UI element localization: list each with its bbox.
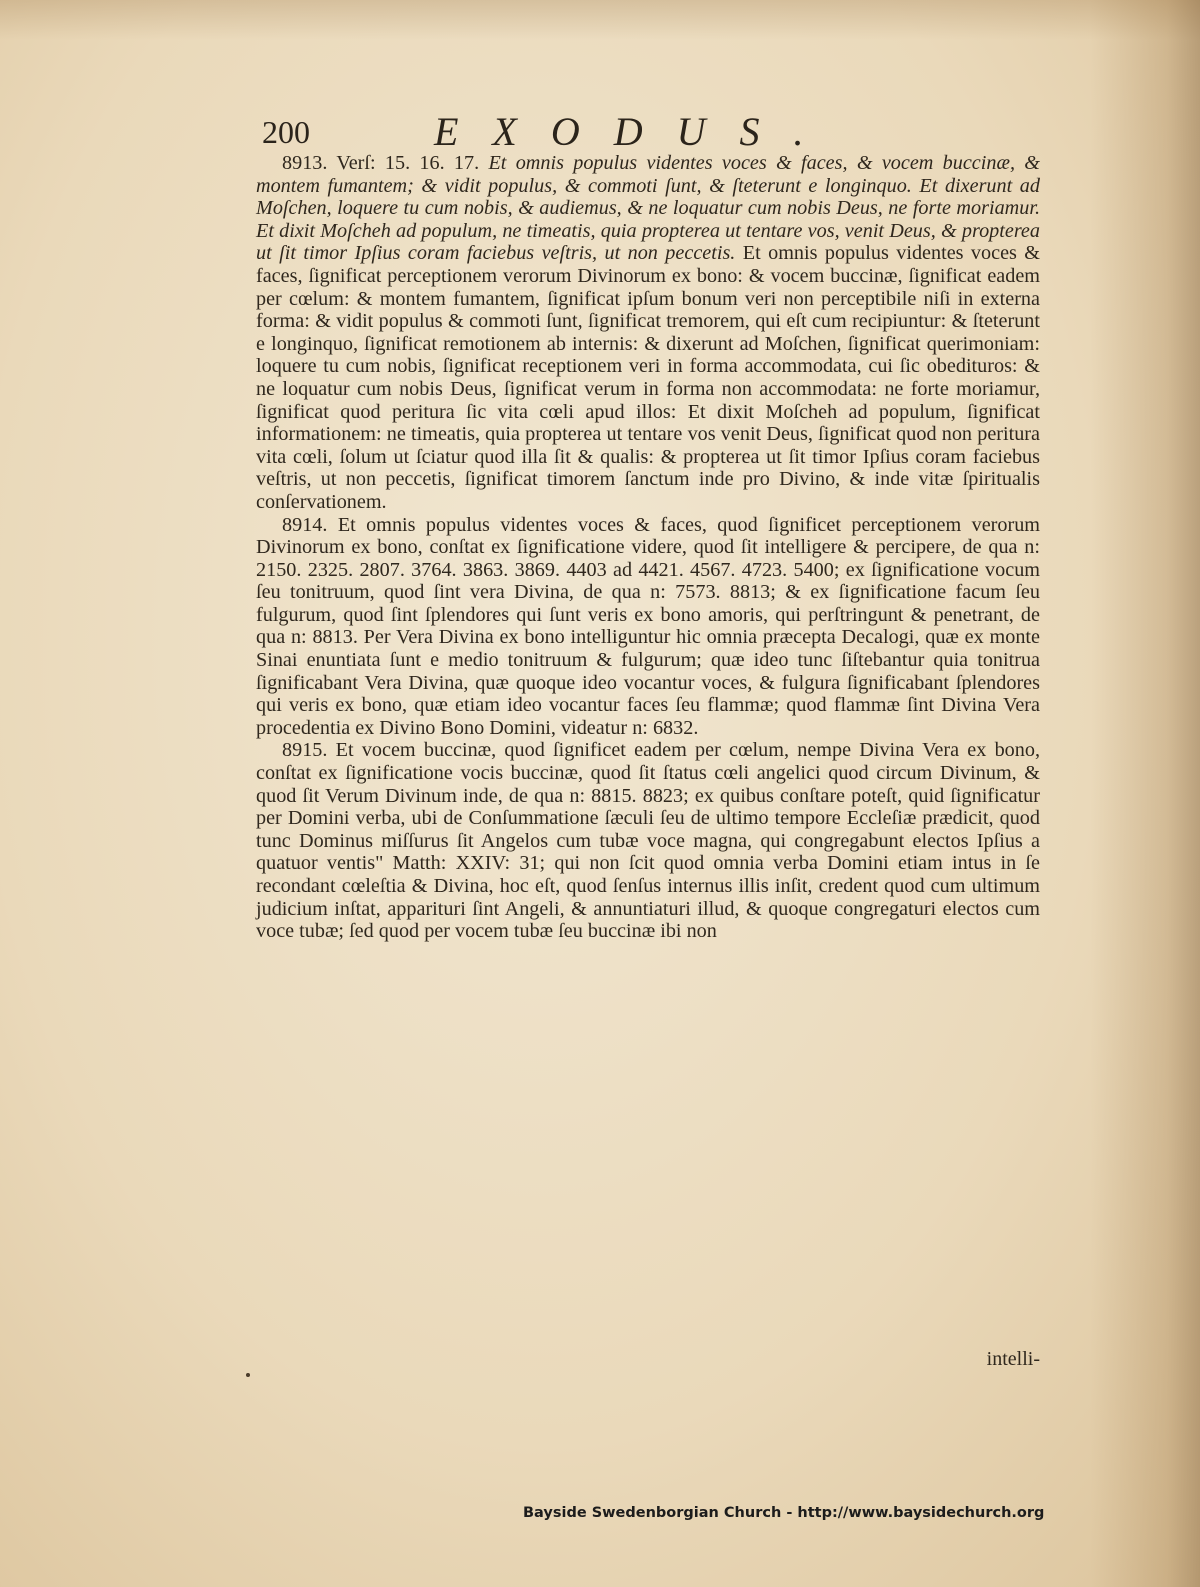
paragraph-8915 (256, 739, 1040, 942)
paragraph-body: Et omnis populus videntes voces & faces, ſignificat perceptionem verorum Divinorum ex bono: & vocem buccinæ, ſignificat eadem per cœlum: & montem fumantem, ſignificat ipſum bonum veri non perceptibile niſi in externa forma: & vidit populus & commoti ſunt, ſignificat tremorem, qui eſt cum recipiuntur: & ſteterunt e longinquo, ſignificat remotionem ab internis: & dixerunt ad Moſchen, ſignificat querimoniam: loquere tu cum nobis, ſignificat receptionem veri in forma accommodata, cui ſic obedituros: & ne loquatur cum nobis Deus, ſignificat verum in forma non accommodata: ne forte moriamur, ſignificat quod peritura ſic vita cœli apud illos: Et dixit Moſcheh ad populum, ſignificat informationem: ne timeatis, quia propterea ut tentare vos venit Deus, ſignificat quod non peritura vita cœli, ſolum ut ſciatur quod illa ſit & qualis: & propterea ut ſit timor Ipſius coram faciebus veſtris, ut non peccetis, ſignificat timorem ſanctum inde pro Divino, & inde vitæ ſpiritualis conſervationem. (256, 242, 1041, 513)
watermark-credit: Bayside Swedenborgian Church - http://www.baysidechurch.org (523, 1505, 1045, 1521)
ink-speck (246, 1373, 250, 1377)
page-number: 200 (262, 114, 310, 150)
paragraph-body: Et vocem buccinæ, quod ſignificet eadem per cœlum, nempe Divina Vera ex bono, conſtat ex ſignificatione vocis buccinæ, quod ſit ſtatus cœli angelici quod circum Divinum, & quod ſit Verum Divinum inde, de qua n: 8815. 8823; ex quibus conſtare poteſt, quid ſignificatur per Domini verba, ubi de Conſummatione ſæculi ſeu de ultimo tempore Eccleſiæ prædicit, quod tunc Dominus miſſurus ſit Angelos cum tubæ voce magna, qui congregabunt electos Ipſius a quatuor ventis" Matth: XXIV: 31; qui non ſcit quod omnia verba Domini etiam intus in ſe recondant cœleſtia & Divina, hoc eſt, quod ſenſus internus illis inſit, credent quod cum ultimum judicium inſtat, apparituri ſint Angeli, & annuntiaturi illud, & quoque congregaturi electos cum voce tubæ; ſed quod per vocem tubæ ſeu buccinæ ibi non (256, 739, 1040, 943)
paragraph-number: 8914. (282, 513, 328, 536)
top-shadow (0, 0, 1200, 40)
catchword: intelli- (986, 1348, 1040, 1370)
paragraph-8913 (256, 152, 1040, 514)
paragraph-8914 (256, 514, 1040, 740)
body-text (256, 152, 1040, 943)
gutter-shadow (1090, 0, 1200, 1587)
running-title: EXODUS. (434, 109, 838, 154)
scripture-quote: Et omnis populus videntes voces & faces, & vocem buccinæ, & montem fumantem; & vidit populus, & commoti ſunt, & ſteterunt e longinquo. Et dixerunt ad Moſchen, loquere tu cum nobis, & audiemus, & ne loquatur cum nobis Deus, ne forte moriamur. Et dixit Moſcheh ad populum, ne timeatis, quia propterea ut tentare vos, venit Deus, & propterea ut ſit timor Ipſius coram faciebus veſtris, ut non peccetis. (256, 152, 1040, 265)
paragraph-number: 8913. Verſ: 15. 16. 17. (282, 152, 480, 174)
paragraph-number: 8915. (282, 739, 328, 762)
paragraph-body: Et omnis populus videntes voces & faces, quod ſignificet perceptionem verorum Divinorum ex bono, conſtat ex ſignificatione videre, quod ſit intelligere & percipere, de qua n: 2150. 2325. 2807. 3764. 3863. 3869. 4403 ad 4421. 4567. 4723. 5400; ex ſignificatione vocum ſeu tonitruum, quod ſint vera Divina, de qua n: 7573. 8813; & ex ſignificatione facum ſeu fulgurum, quod ſint ſplendores qui ſunt veris ex bono amoris, qui perſtringunt & penetrant, de qua n: 8813. Per Vera Divina ex bono intelliguntur hic omnia præcepta Decalogi, quæ ex monte Sinai enuntiata ſunt e medio tonitruum & fulgurum; quæ ideo tunc ſiſtebantur quia tonitrua ſignificabant Vera Divina, quæ quoque ideo vocantur voces, & fulgura ſignificabant ſplendores qui veris ex bono, quæ etiam ideo vocantur faces ſeu flammæ; quod flammæ ſint Divina Vera procedentia ex Divino Bono Domini, videatur n: 6832. (256, 513, 1040, 739)
